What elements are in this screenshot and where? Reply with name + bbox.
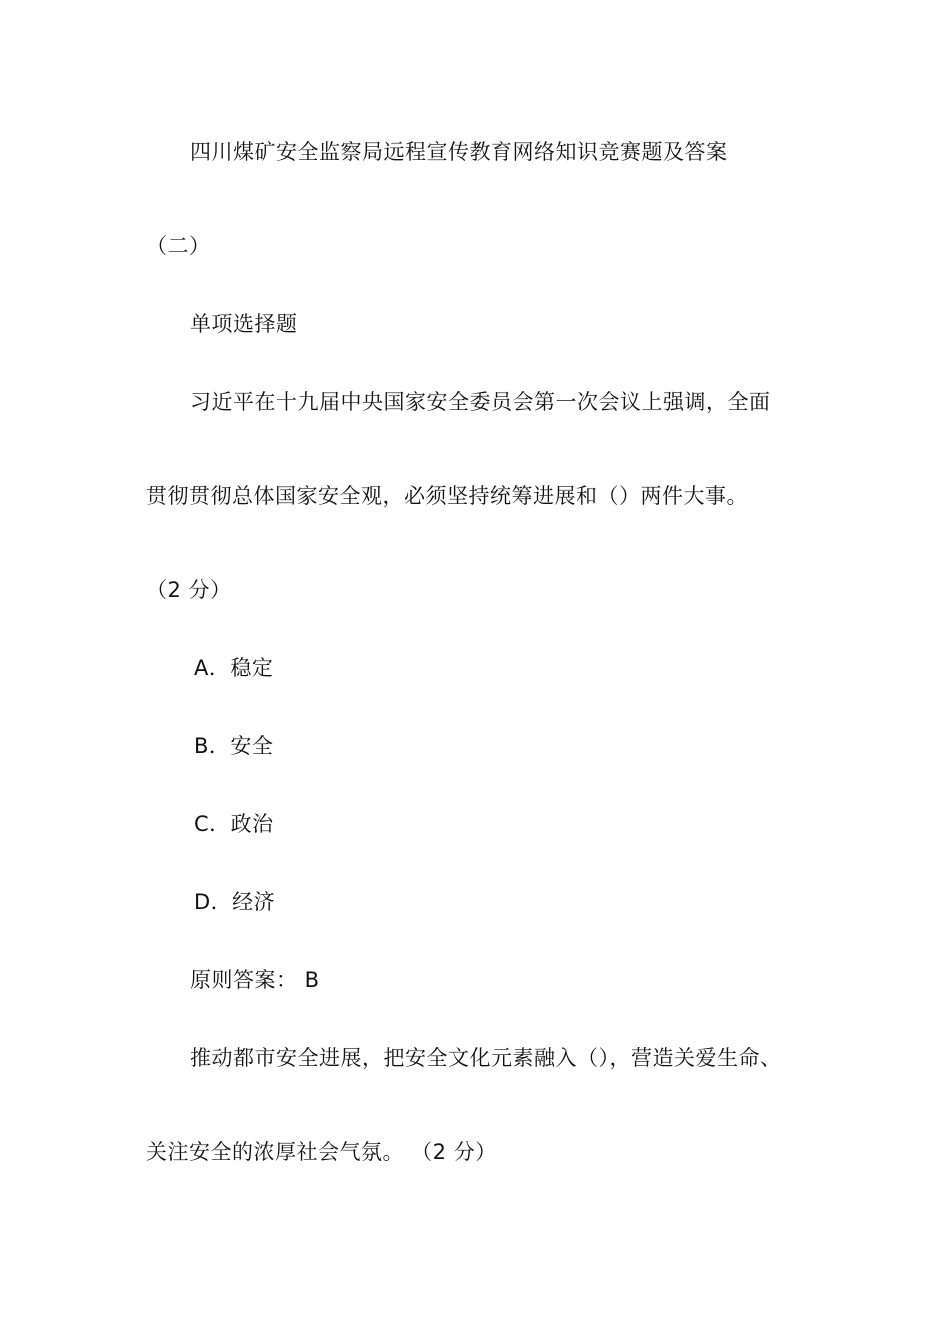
question-1-points: （2 分） (146, 578, 232, 602)
question-1-text-line1: 习近平在十九届中央国家安全委员会第一次会议上强调，全面 (190, 390, 771, 414)
question-2-text-line1: 推动都市安全进展，把安全文化元素融入（），营造关爱生命、 (190, 1046, 782, 1070)
document-title: 四川煤矿安全监察局远程宣传教育网络知识竞赛题及答案 (190, 140, 728, 164)
question-2-text-line2: 关注安全的浓厚社会气氛。 （2 分） (146, 1140, 497, 1164)
question-1-option-c: C．政治 (194, 812, 274, 836)
question-1-option-a: A．稳定 (194, 656, 274, 680)
document-title-suffix: （二） (146, 234, 211, 258)
question-1-text-line2: 贯彻贯彻总体国家安全观，必须坚持统筹进展和（）两件大事。 (146, 484, 748, 508)
section-heading: 单项选择题 (190, 312, 298, 336)
question-1-option-b: B．安全 (194, 734, 274, 758)
question-1-option-d: D．经济 (194, 890, 276, 914)
question-1-answer: 原则答案： B (190, 968, 320, 992)
